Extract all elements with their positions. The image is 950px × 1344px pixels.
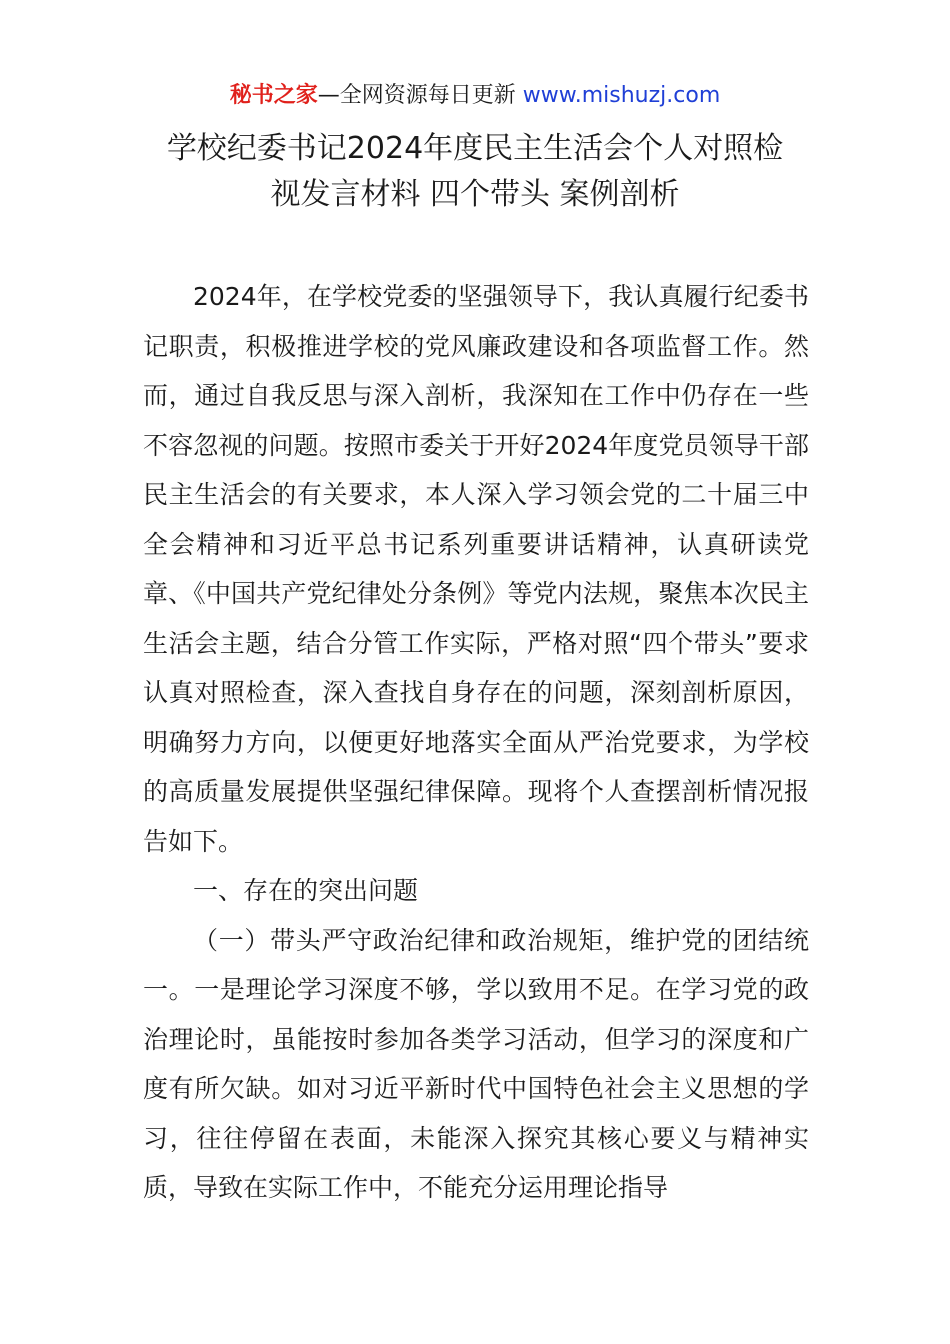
- document-body: [143, 272, 809, 1213]
- title-line-1: 学校纪委书记2024年度民主生活会个人对照检: [166, 131, 784, 166]
- header-tagline: —全网资源每日更新: [317, 83, 516, 108]
- intro-paragraph: 2024年，在学校党委的坚强领导下，我认真履行纪委书记职责，积极推进学校的党风廉政建设和各项监督工作。然而，通过自我反思与深入剖析，我深知在工作中仍存在一些不容忽视的问题。按照市委关于开好2024年度党员领导干部民主生活会的有关要求，本人深入学习领会党的二十届三中全会精神和习近平总书记系列重要讲话精神，认真研读党章、《中国共产党纪律处分条例》等党内法规，聚焦本次民主生活会主题，结合分管工作实际，严格对照“四个带头”要求认真对照检查，深入查找自身存在的问题，深刻剖析原因，明确努力方向，以便更好地落实全面从严治党要求，为学校的高质量发展提供坚强纪律保障。现将个人查摆剖析情况报告如下。: [143, 282, 809, 856]
- site-header: [0, 80, 950, 112]
- document-title: [100, 126, 850, 218]
- section-heading: 一、存在的突出问题: [193, 876, 419, 905]
- title-line-2: 视发言材料 四个带头 案例剖析: [270, 177, 680, 212]
- subsection-paragraph: （一）带头严守政治纪律和政治规矩，维护党的团结统一。一是理论学习深度不够，学以致用不足。在学习党的政治理论时，虽能按时参加各类学习活动，但学习的深度和广度有所欠缺。如对习近平新时代中国特色社会主义思想的学习，往往停留在表面，未能深入探究其核心要义与精神实质，导致在实际工作中，不能充分运用理论指导: [143, 925, 809, 1202]
- site-url-link[interactable]: www.mishuzj.com: [522, 83, 721, 108]
- brand-name: 秘书之家: [229, 83, 318, 108]
